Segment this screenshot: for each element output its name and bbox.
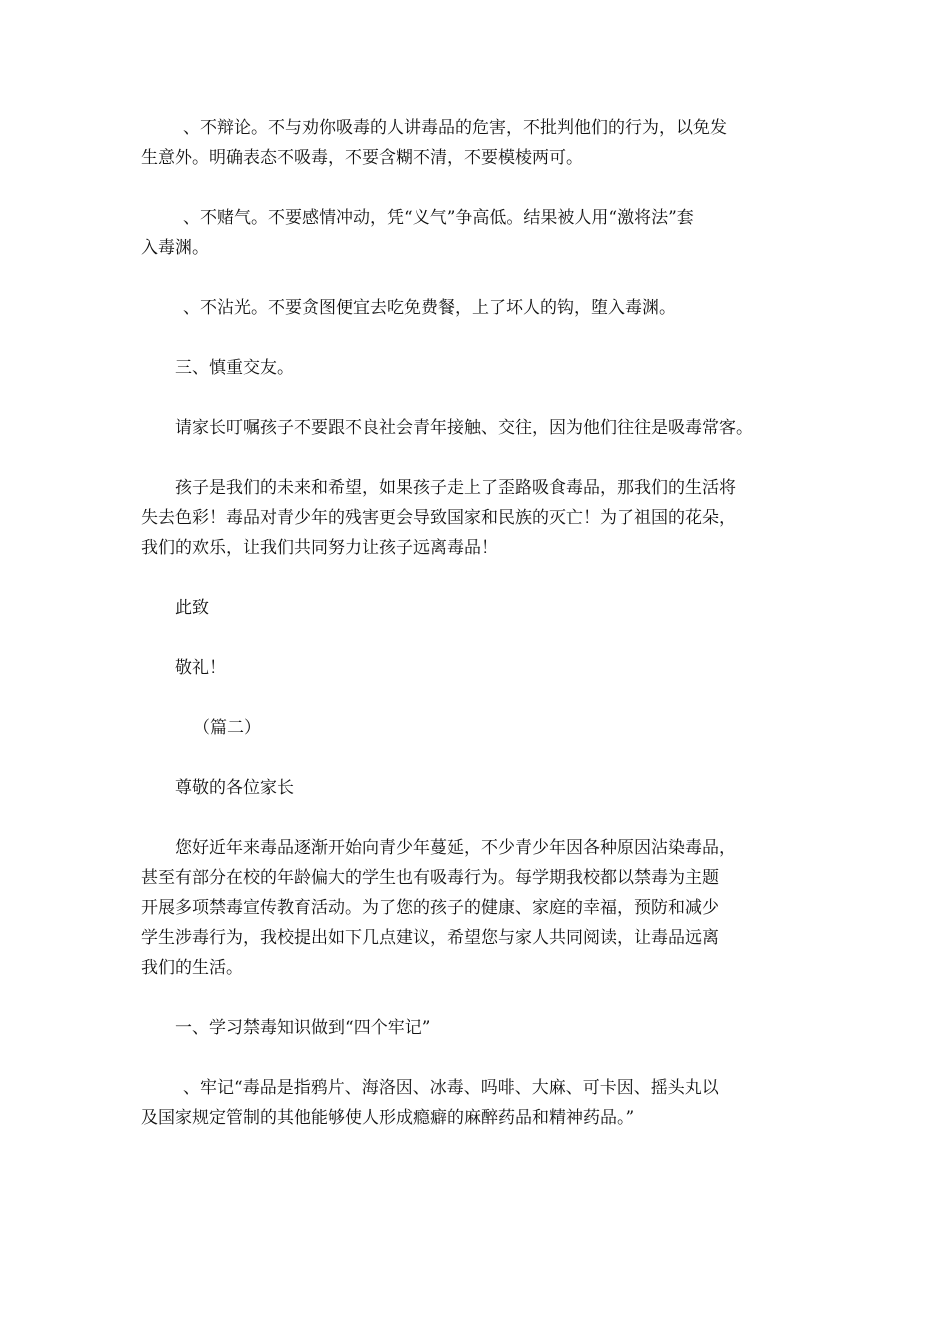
paragraph-line: 此致	[175, 598, 209, 618]
paragraph	[141, 353, 821, 383]
paragraph-line: 、不辩论。不与劝你吸毒的人讲毒品的危害，不批判他们的行为，以免发	[183, 118, 727, 138]
paragraph-line: （篇二）	[193, 718, 261, 738]
paragraph-line: 入毒渊。	[141, 238, 209, 258]
paragraph-line: 学生涉毒行为，我校提出如下几点建议，希望您与家人共同阅读，让毒品远离	[141, 928, 719, 948]
paragraph-line: 甚至有部分在校的年龄偏大的学生也有吸毒行为。每学期我校都以禁毒为主题	[141, 868, 719, 888]
document-body	[141, 113, 821, 1163]
paragraph-line: 开展多项禁毒宣传教育活动。为了您的孩子的健康、家庭的幸福，预防和减少	[141, 898, 719, 918]
paragraph	[141, 293, 821, 323]
paragraph	[141, 713, 821, 743]
paragraph-line: 我们的欢乐，让我们共同努力让孩子远离毒品！	[141, 538, 498, 558]
paragraph-line: 、不沾光。不要贪图便宜去吃免费餐，上了坏人的钩，堕入毒渊。	[183, 298, 676, 318]
paragraph-line: 孩子是我们的未来和希望，如果孩子走上了歪路吸食毒品，那我们的生活将	[175, 478, 736, 498]
paragraph-line: 请家长叮嘱孩子不要跟不良社会青年接触、交往，因为他们往往是吸毒常客。	[175, 418, 753, 438]
paragraph-line: 一、学习禁毒知识做到“四个牢记”	[175, 1018, 431, 1038]
paragraph-line: 您好近年来毒品逐渐开始向青少年蔓延，不少青少年因各种原因沾染毒品，	[175, 838, 736, 858]
paragraph	[141, 203, 821, 263]
paragraph-line: 失去色彩！毒品对青少年的残害更会导致国家和民族的灭亡！为了祖国的花朵，	[141, 508, 736, 528]
paragraph	[141, 833, 821, 983]
paragraph-line: 敬礼！	[175, 658, 226, 678]
paragraph-line: 及国家规定管制的其他能够使人形成瘾癖的麻醉药品和精神药品。”	[141, 1108, 635, 1128]
paragraph-line: 生意外。明确表态不吸毒，不要含糊不清，不要模棱两可。	[141, 148, 583, 168]
paragraph	[141, 773, 821, 803]
paragraph	[141, 413, 821, 443]
paragraph	[141, 653, 821, 683]
paragraph	[141, 1013, 821, 1043]
paragraph-line: 、牢记“毒品是指鸦片、海洛因、冰毒、吗啡、大麻、可卡因、摇头丸以	[183, 1078, 719, 1098]
paragraph	[141, 1073, 821, 1133]
paragraph-line: 尊敬的各位家长	[175, 778, 294, 798]
paragraph	[141, 473, 821, 563]
paragraph	[141, 593, 821, 623]
paragraph-line: 三、慎重交友。	[175, 358, 294, 378]
paragraph-line: 我们的生活。	[141, 958, 243, 978]
paragraph-line: 、不赌气。不要感情冲动，凭“义气”争高低。结果被人用“激将法”套	[183, 208, 694, 228]
paragraph	[141, 113, 821, 173]
